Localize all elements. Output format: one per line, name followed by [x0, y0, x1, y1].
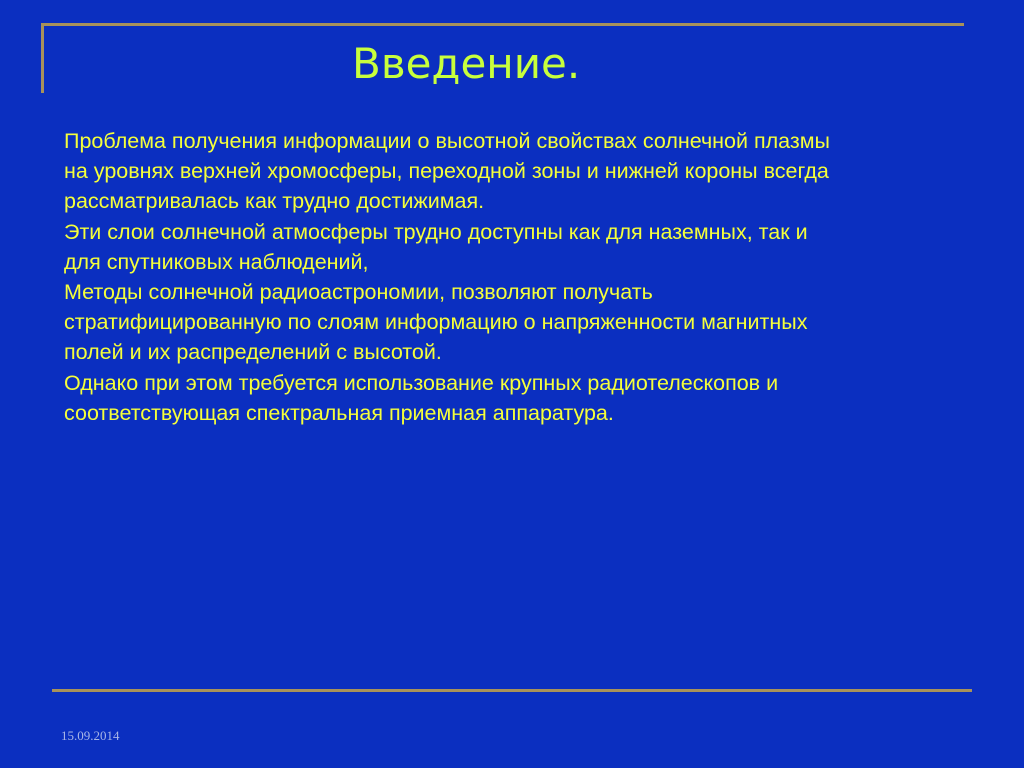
body-line: Однако при этом требуется использование крупных радиотелескопов и — [64, 370, 779, 395]
frame-top-line — [41, 23, 964, 26]
body-line: для спутниковых наблюдений, — [64, 249, 369, 274]
frame-left-line — [41, 23, 44, 93]
body-line: Эти слои солнечной атмосферы трудно доступны как для наземных, так и — [64, 219, 808, 244]
slide-body — [64, 126, 994, 428]
body-line: на уровнях верхней хромосферы, переходной зоны и нижней короны всегда — [64, 159, 829, 184]
slide-date: 15.09.2014 — [61, 728, 120, 743]
body-line: полей и их распределений с высотой. — [64, 340, 442, 365]
body-line: стратифицированную по слоям информацию о напряженности магнитных — [64, 310, 808, 335]
body-line: Проблема получения информации о высотной свойствах солнечной плазмы — [64, 129, 830, 153]
body-line: соответствующая спектральная приемная аппаратура. — [64, 400, 614, 425]
body-line: рассматривалась как трудно достижимая. — [64, 189, 485, 214]
body-line: Методы солнечной радиоастрономии, позволяют получать — [64, 280, 653, 305]
slide-title: Введение. — [352, 39, 581, 88]
frame-bottom-line — [52, 689, 972, 692]
